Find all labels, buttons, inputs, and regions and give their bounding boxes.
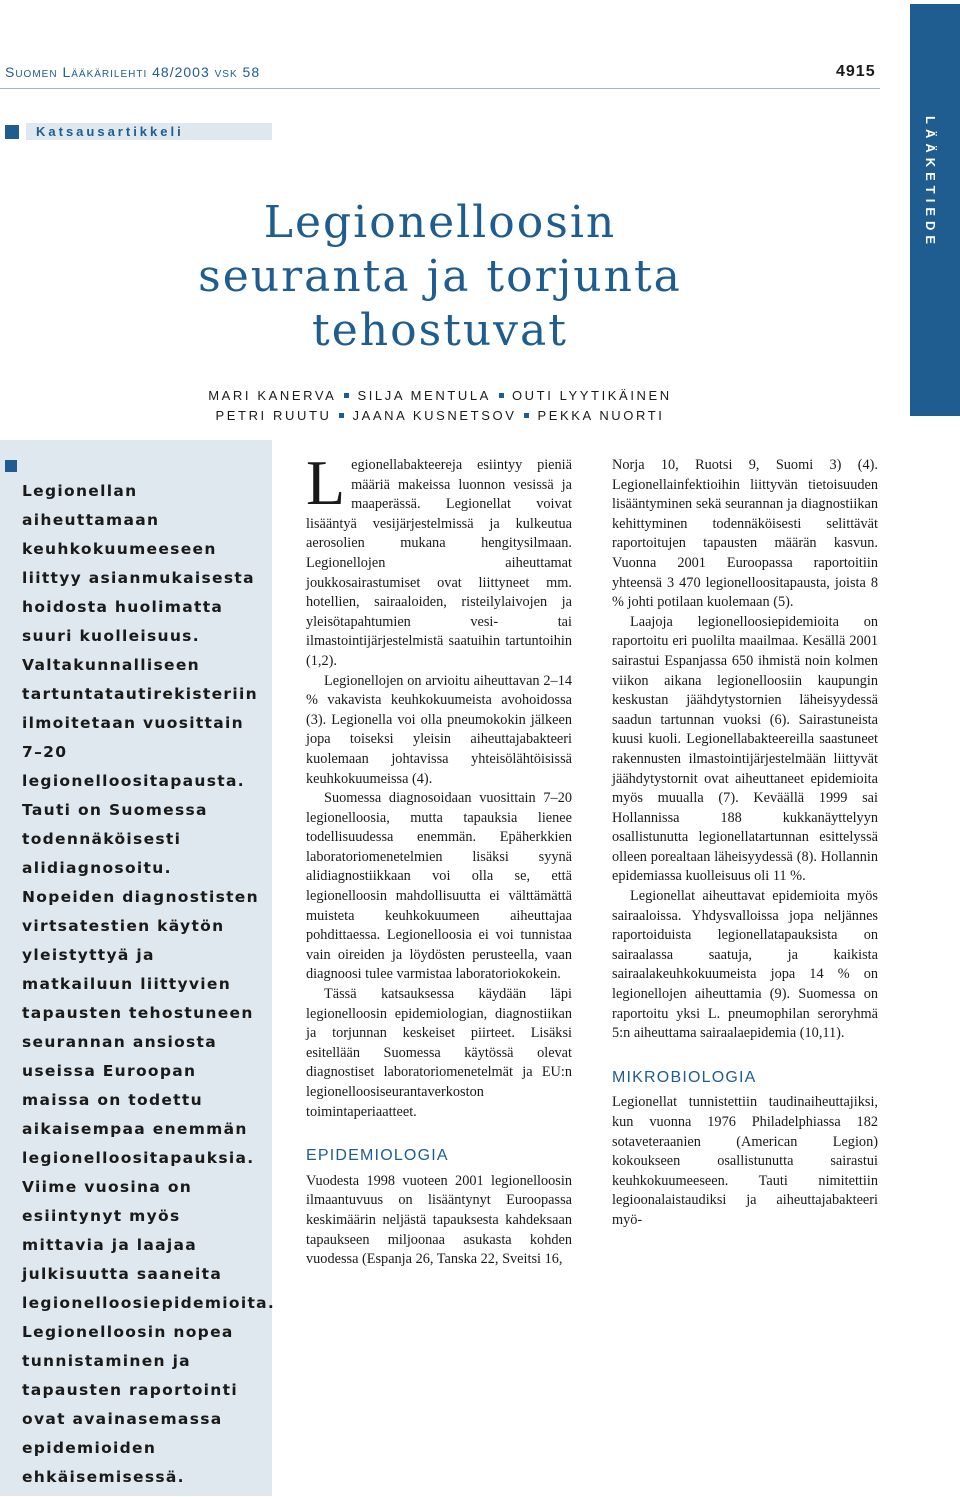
body-paragraph: Norja 10, Ruotsi 9, Suomi 3) (4). Legionellainfektioihin liittyvän tietoisuuden lisääntyminen sekä seurannan ja diagnostiikan kehittyminen todennäköisesti selittävät raportoitujen tapausten määrän kasvun. Vuonna 2001 Euroopassa raportoitiin yhteensä 3 470 legionelloositapausta, joista 8 % johti potilaan kuolemaan (5). (612, 457, 878, 611)
subheading-microbiology: MIKROBIOLOGIA (612, 1068, 757, 1086)
body-paragraph: Laajoja legionelloosiepidemioita on raportoitu eri puolilta maailmaa. Kesällä 2001 sairastui Espanjassa 650 ihmistä noin kolmen viikon aikana legionelloosiin kaupungin keskustan jäähdytystornien läheisyydessä saadun tartunnan vuoksi (6). Sairastuneista kuusi kuoli. Legionellabakteereilla saastuneet rakennusten ilmastointijärjestelmään liittyvät jäähdytystornit ovat aiheuttaneet epidemioita myös muualla (7). Keväällä 1999 sai Hollannissa 188 kukkanäyttelyyn osallistunutta legionellatartunnan esittelyssä olleen porealtaan läheisyydessä (8). Hollannin epidemiassa kuolleisuus oli 11 %. (612, 613, 878, 885)
article-title (120, 196, 760, 358)
author-list (120, 386, 760, 426)
body-column-3 (612, 456, 878, 1231)
body-paragraph: Legionellat aiheuttavat epidemioita myös sairaaloissa. Yhdysvalloissa jopa neljännes raportoiduista legionellatapauksista on sairaalassa saatuja, ja kaikista sairaalakeuhkokuumeista jopa 14 % on legionellojen aiheuttamia (9). Suomessa on raportoitu yksi L. pneumophilan seroryhmä 5:n aiheuttama sairaalaepidemia (10,11). (612, 888, 878, 1042)
title-line: seuranta ja torjunta (198, 251, 682, 302)
body-paragraph: Legionellojen on arvioitu aiheuttavan 2–14 % vakavista keuhkokuumeista avohoidossa (3). Legionella voi olla pneumokokin jälkeen jopa toiseksi yleisin aiheuttajabakteeri kuolemaan johtavissa yhteisölähtöisissä keuhkokuumeissa (4). (306, 672, 572, 787)
section-side-tab (910, 4, 960, 416)
separator-square (499, 393, 504, 398)
body-paragraph: Legionellat tunnistettiin taudinaiheuttajiksi, kun vuonna 1976 Philadelphiassa 182 sotaveteraanien (American Legion) kokoukseen osallistunutta sairastui keuhkokuumeeseen. Tauti nimitettiin legioonalaistaudiksi ja aiheuttajabakteeri myö- (612, 1094, 878, 1228)
separator-square (344, 393, 349, 398)
paragraph-text: egionellabakteereja esiintyy pieniä määriä makeissa luonnon vesissä ja maaperässä. Legionellat voivat lisääntyä vesijärjestelmissä ja kulkeutua aerosolien mukana hengitysilmaan. Legionellojen aiheuttamat joukkosairastumiset ovat liittyneet mm. hotellien, sairaaloiden, risteilylaivojen ja yleisötapahtumien vesi- tai ilmastointijärjestelmistä saatuihin tartuntoihin (1,2). (306, 457, 572, 669)
section-marker (5, 125, 19, 139)
lead-paragraph: Legionellan aiheuttamaan keuhkokuumeeseen liittyy asianmukaisesta hoidosta huolimatta suuri kuolleisuus. Valtakunnalliseen tartuntatautirekisteriin ilmoitetaan vuosittain 7–20 legionelloositapausta. Tauti on Suomessa todennäköisesti alidiagnosoitu. Nopeiden diagnostisten virtsatestien käytön yleistyttyä ja matkailuun liittyvien tapausten tehostuneen seurannan ansiosta useissa Euroopan maissa on todettu aikaisempaa enemmän legionelloositapauksia. Viime vuosina on esiintynyt myös mittavia ja laajaa julkisuutta saaneita legionelloosiepidemioita. Legionelloosin nopea tunnistaminen ja tapausten raportointi ovat avainasemassa epidemioiden ehkäisemisessä. (22, 482, 276, 1486)
body-paragraph: Tässä katsauksessa käydään läpi legionelloosin epidemiologian, diagnostiikan ja torjunnan keskeiset piirteet. Lisäksi esitellään Suomessa käytössä olevat diagnostiset laboratoriomenetelmät ja EU:n legionelloosiseurantaverkoston toimintaperiaatteet. (306, 986, 572, 1120)
side-tab-label: LÄÄKETIEDE (923, 116, 938, 250)
author-line-2 (120, 406, 760, 426)
author: PETRI RUUTU (215, 408, 332, 423)
body-paragraph: Suomessa diagnosoidaan vuosittain 7–20 legionelloosia, mutta tapauksia lienee todellisuudessa enemmän. Epäherkkien laboratoriomenetelmien lisäksi syynä alidiagnostiikkaan voi olla se, että legionelloosin mahdollisuutta ei välttämättä muisteta keuhkokuumeen aiheuttajaa pohdittaessa. Legionelloosia ei voi tunnistaa vain oireiden ja löydösten perusteella, vaan diagnoosi tulee varmistaa laboratoriokokein. (306, 790, 572, 983)
title-line: Legionelloosin (263, 197, 617, 248)
header-rule (0, 88, 880, 89)
separator-square (339, 413, 344, 418)
author-line-1 (120, 386, 760, 406)
running-head: Suomen Lääkärilehti 48/2003 vsk 58 (5, 64, 261, 80)
author: OUTI LYYTIKÄINEN (511, 388, 672, 403)
subheading-epidemiology: EPIDEMIOLOGIA (306, 1147, 449, 1165)
author: JAANA KUSNETSOV (352, 408, 517, 423)
body-column-2 (306, 447, 572, 1270)
separator-square (524, 413, 529, 418)
drop-cap: L (306, 447, 346, 518)
section-label: Katsausartikkeli (26, 123, 272, 140)
page-number: 4915 (836, 63, 876, 80)
author: SILJA MENTULA (357, 388, 491, 403)
author: MARI KANERVA (208, 388, 337, 403)
author: PEKKA NUORTI (537, 408, 665, 423)
body-paragraph: Vuodesta 1998 vuoteen 2001 legionelloosin ilmaantuvuus on lisääntynyt Euroopassa keskimäärin neljästä tapauksesta kahdeksaan tapaukseen miljoonaa asukasta kohden vuodessa (Espanja 26, Tanska 22, Sveitsi 16, (306, 1172, 572, 1268)
lead-marker (5, 460, 17, 472)
body-paragraph (306, 447, 572, 672)
title-line: tehostuvat (312, 305, 568, 356)
